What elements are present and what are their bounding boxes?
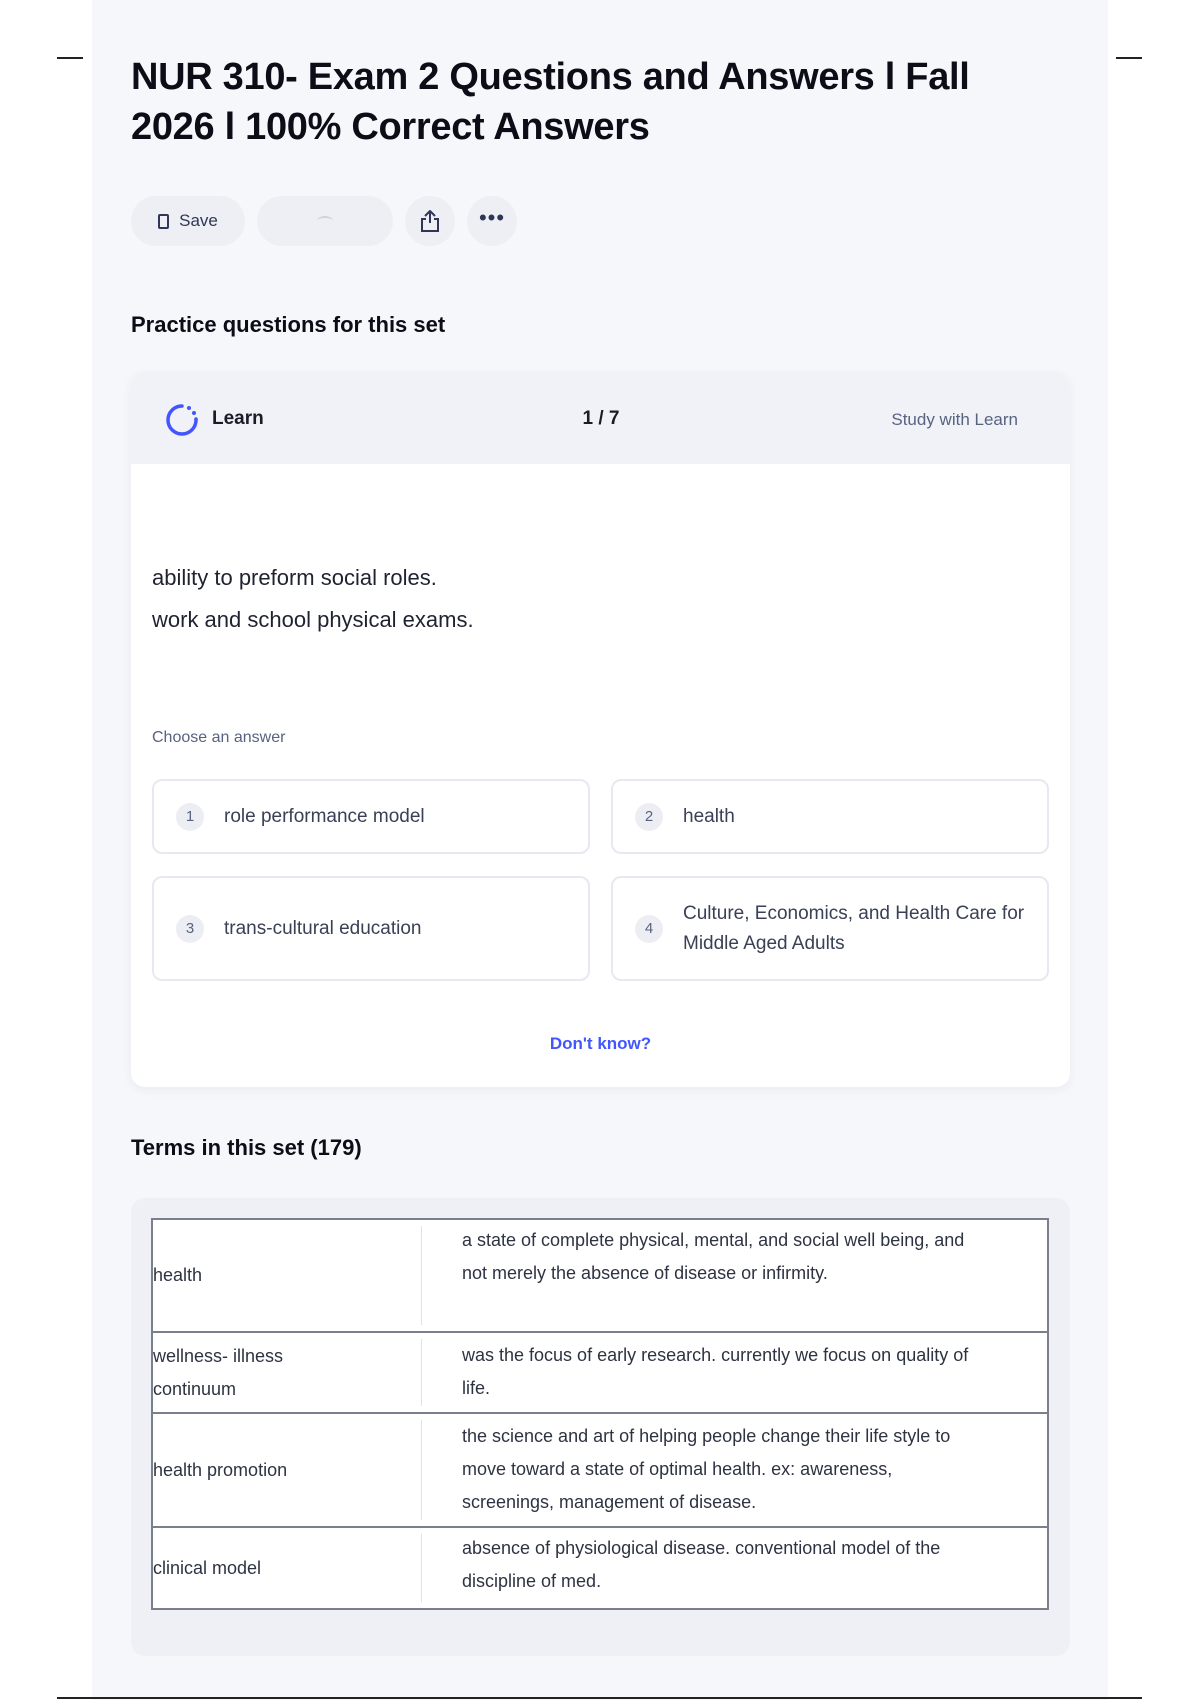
term-word [153,1414,421,1526]
term-divider [421,1339,422,1406]
answer-text: Culture, Economics, and Health Care for Middle Aged Adults [683,902,1025,954]
answer-option-1[interactable] [152,779,590,854]
choose-answer-label: Choose an answer [152,729,286,746]
prompt-line: ability to preform social roles. [152,565,437,590]
prompt-line: work and school physical exams. [152,607,474,632]
answer-option-4[interactable] [611,876,1049,981]
save-label: Save [179,211,218,230]
save-button[interactable] [131,196,245,246]
learn-mode-label: Learn [212,408,264,429]
term-row [153,1414,1047,1528]
answer-option-2[interactable] [611,779,1049,854]
answer-number: 2 [635,803,663,831]
terms-table [151,1218,1049,1610]
term-row [153,1333,1047,1414]
term-row [153,1220,1047,1333]
term-text: wellness- illness continuum [153,1345,284,1399]
study-with-learn-link[interactable]: Study with Learn [891,410,1018,429]
answer-number: 4 [635,915,663,943]
term-row [153,1528,1047,1608]
answer-text: health [683,805,735,827]
learn-mode-icon [164,402,200,438]
term-text: health promotion [153,1459,288,1480]
share-icon [419,209,441,233]
terms-panel [131,1198,1070,1656]
action-toolbar [131,196,517,248]
answer-number: 1 [176,803,204,831]
term-word [153,1528,421,1608]
terms-heading: Terms in this set (179) [131,1135,362,1160]
bookmark-icon [158,214,169,229]
page-title: NUR 310- Exam 2 Questions and Answers l Fall 2026 l 100% Correct Answers [131,56,970,148]
page-bottom-rule [57,1697,1142,1699]
question-prompt [152,557,474,641]
answer-text: role performance model [224,805,425,827]
practice-heading: Practice questions for this set [131,312,446,337]
loading-placeholder-button[interactable] [257,196,393,246]
term-divider [421,1226,422,1325]
share-button[interactable] [405,196,455,246]
term-divider [421,1420,422,1520]
term-word [153,1220,421,1331]
term-definition: a state of complete physical, mental, and social well being, and not merely the absence of disease or infirmity. [462,1230,965,1283]
corner-mark-right [1116,57,1142,59]
learn-header [131,372,1070,464]
answer-text: trans-cultural education [224,917,422,939]
term-text: health [153,1265,203,1285]
more-options-icon: ••• [478,205,506,230]
more-options-button[interactable] [467,196,517,246]
term-divider [421,1534,422,1602]
question-progress: 1 / 7 [582,408,620,429]
answer-option-3[interactable] [152,876,590,981]
answer-number: 3 [176,915,204,943]
term-text: clinical model [153,1557,262,1578]
corner-mark-left [57,57,83,59]
term-definition: was the focus of early research. currently we focus on quality of life. [462,1345,969,1398]
loading-spinner-icon [317,216,333,226]
term-definition: absence of physiological disease. conventional model of the discipline of med. [462,1538,941,1591]
dont-know-button[interactable]: Don't know? [549,1034,652,1053]
learn-card [131,372,1070,1087]
term-word [153,1333,421,1412]
term-definition: the science and art of helping people change their life style to move toward a state of optimal health. ex: awareness, screenings, management of disease. [462,1426,951,1512]
